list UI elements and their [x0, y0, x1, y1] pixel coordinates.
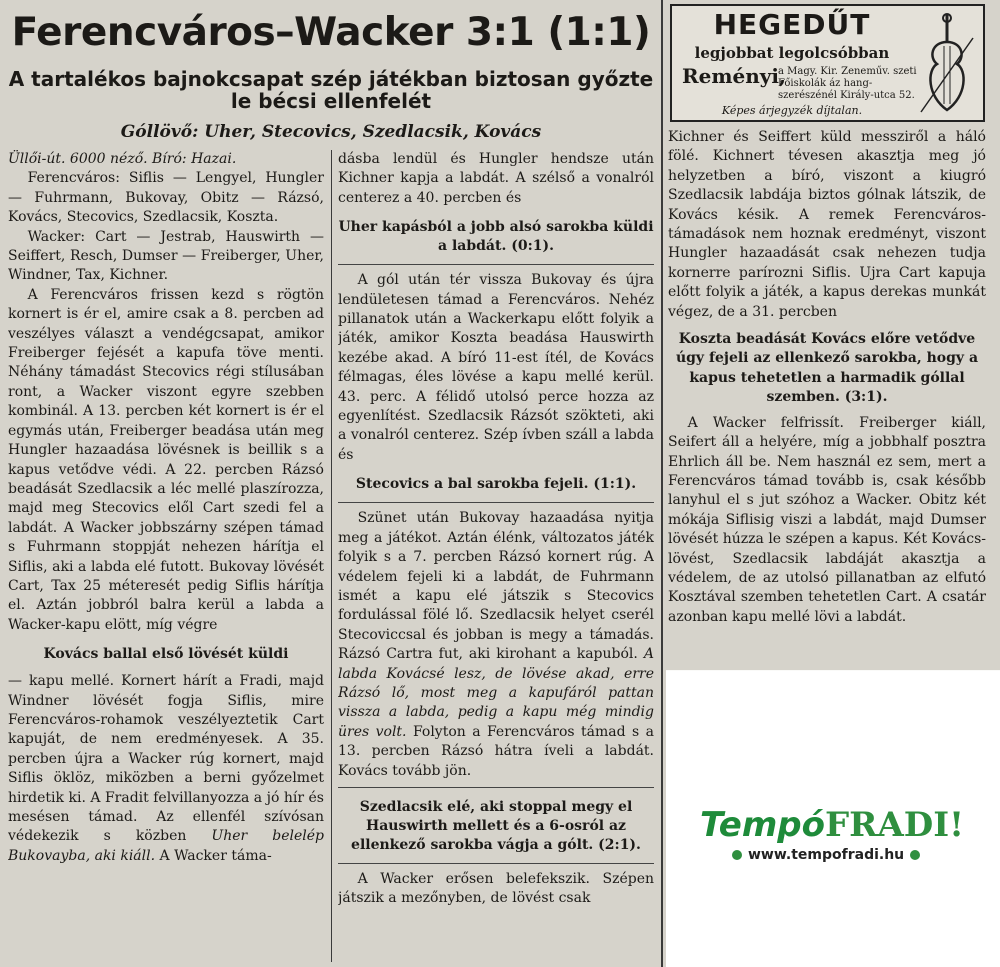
article-paragraph: Kichner és Seiffert küld messziről a háló fölé. Kichnert tévesen akasztja meg jó helyzetben a bíró, viszont a kiugró Szedlacsik labdája biztos gólnak látszik, de Kovács késik. A remek Ferencváros-támadások nem hoznak eredményt, viszont Hungler hazaadását csak nehezen tudja kornerre parírozni Siflis. Ujra Cart kapuja előtt folyik a játék, a kapus derekas munkát végez, de a 31. percben: [668, 129, 986, 320]
article-subheading: Koszta beadását Kovács előre vetődve úgy fejeli az ellenkező sarokba, hogy a kapus tehetetlen a harmadik góllal szemben. (3:1).: [675, 331, 979, 406]
divider: [338, 787, 654, 788]
paragraph-text: — kapu mellé. Kornert hárít a Fradi, majd Windner lövését fogja Siflis, mire Ferencváros-rohamok veszélyeztetik Cart kapuját, de nem eredményesek. A 35. percben újra a Wacker rúg kornert, majd Siflis öklöz, miközben a berni győzelmet hirdetik ki. A Fradit felvillanyozza a jó hír és mesésen támad. Az ellenfél szívósan védekezik s közben: [8, 673, 324, 845]
column-rule: [331, 150, 332, 962]
divider: [338, 264, 654, 265]
article-paragraph: A Wacker felfrissít. Freiberger kiáll, Seifert áll a helyére, míg a jobbhalf posztra Ehrlich áll be. Nem használ ez sem, mert a Ferencváros támad tovább is, csak később lanyhul el s jut szóhoz a Wacker. Obitz két mókája Siflisig viszi a labdát, majd Dumser lövését húzza le szépen a kapus. Két Kovács-lövést, Szedlacsik labdáját akasztja a védelem, de az utolsó pillanatban az elfutó Kosztával szemben tehetetlen Cart. A csatár azonban kapu mellé lövi a labdát.: [668, 414, 986, 625]
football-icon: [732, 850, 742, 860]
scorers-line: Góllövő: Uher, Stecovics, Szedlacsik, Kovács: [120, 122, 542, 142]
article-subheading: Uher kapásból a jobb alsó sarokba küldi a labdát. (0:1).: [338, 219, 654, 255]
paragraph-text: A Wacker táma-: [155, 847, 272, 864]
violin-advertisement: [670, 4, 985, 122]
logo-text-exclamation: !: [949, 805, 965, 845]
article-paragraph: A Wacker erősen belefekszik. Szépen játszik a mezőnyben, de lövést csak: [338, 870, 654, 907]
paragraph-italic-text: A labda Kovácsé lesz, de lövése akad, erre Rázsó lő, most meg a kapufáról pattan vissza a labda, pedig a kapu még mindig üres volt.: [338, 646, 654, 740]
ad-address: a Magy. Kir. Zeneműv. szeti Főiskolák áz hang- szerészénél Király-utca 52.: [778, 66, 917, 101]
article-paragraph: A gól után tér vissza Bukovay és újra lendületesen támad a Ferencváros. Nehéz pillanatok után a Wackerkapu előtt folyik a játék, amikor Koszta beadása Hauswirth kezébe akad. A bíró 11-est ítél, de Kovács félmagas, éles lövése a kapu mellé kerül. 43. perc. A félidő utolsó perce hozza az egyenlítést. Szedlacsik Rázsót szökteti, aki a vonalról centerez. Szép ívben száll a labda és: [338, 272, 654, 463]
logo-wordmark: [700, 805, 964, 845]
logo-text-tempo: Tempó: [700, 805, 825, 845]
article-paragraph: dásba lendül és Hungler hendsze után Kichner kapja a labdát. A szélső a vonalról centerez a 40. percben és: [338, 151, 654, 206]
violin-icon: [917, 12, 977, 116]
logo-url: [726, 847, 926, 863]
subheadline: A tartalékos bajnokcsapat szép játékban biztosan győzte le bécsi ellenfelét: [8, 67, 654, 113]
wacker-lineup: Wacker: Cart — Jestrab, Hauswirth — Seiffert, Resch, Dumser — Freiberger, Uher, Windner, Tax, Kichner.: [8, 228, 324, 284]
article-paragraph: [8, 672, 324, 866]
divider: [338, 502, 654, 503]
football-icon: [910, 850, 920, 860]
paragraph-text: Szünet után Bukovay hazaadása nyitja meg a játékot. Aztán élénk, változatos játék folyik s a 7. percben Rázsó kornert rúg. A védelem fejeli ki a labdát, de Fuhrmann ismét a kapu elé játszik s Stecovics fordulással fölé lő. Szedlacsik helyet cserél Stecoviccsal és jobban is megy a támadás. Rázsó Cartra fut, aki kirohant a kapuból.: [338, 510, 654, 663]
ad-title: HEGEDŰT: [713, 8, 871, 41]
article-subheading: Szedlacsik elé, aki stoppal megy el Hauswirth mellett és a 6-osról az ellenkező sarokba vágja a gólt. (2:1).: [351, 798, 641, 853]
headline: Ferencváros–Wacker 3:1 (1:1): [11, 10, 651, 55]
logo-text-fradi: FRADI: [825, 805, 950, 845]
article-column-2: [338, 150, 654, 962]
ad-slogan: legjobbat legolcsóbban: [694, 44, 890, 62]
paragraph-text: Folyton a Ferencváros támad s a 13. percben Rázsó hátra íveli a labdát. Kovács tovább jön.: [338, 723, 654, 779]
article-column-1: [8, 150, 324, 962]
logo-url-text: www.tempofradi.hu: [748, 847, 905, 863]
article-paragraph: [338, 509, 654, 781]
paragraph-italic-text: Uher belelép Bukovayba, aki kiáll.: [8, 828, 324, 864]
article-column-3: [668, 128, 986, 627]
column-rule: [661, 0, 663, 967]
ad-catalog-note: Képes árjegyzék díjtalan.: [721, 104, 863, 117]
article-subheading: Stecovics a bal sarokba fejeli. (1:1).: [355, 476, 637, 493]
ferencvaros-lineup: Ferencváros: Siflis — Lengyel, Hungler — Fuhrmann, Bukovay, Obitz — Rázsó, Kovács, Stecovics, Szedlacsik, Koszta.: [8, 170, 324, 226]
article-paragraph: A Ferencváros frissen kezd s rögtön kornert is ér el, amire csak a 8. percben ad veszélyes választ a vendégcsapat, amikor Freiberger fejését a kapufa töve menti. Néhány támadást Stecovics régi stílusában ront, a Wacker viszont egyre szebben kombinál. A 13. percben két kornert is ér el egymás után, Freiberger beadása után meg Hungler hazaadása lövésnek is beillik s a kapus vetődve védi. A 22. percben Rázsó beadását Szedlacsik a léc mellé plaszírozza, majd meg Stecovics elől Cart szedi fel a labdát. A Wacker jobbszárny szépen támad s Fuhrmann stoppját nehezen hárítja el Siflis, aki a labda elé futott. Bukovay lövését Cart, Tax 25 méteresét pedig Siflis hárítja el. Aztán jobbról balra kerül a labda a Wacker-kapu elött, míg végre: [8, 286, 324, 633]
tempofradi-logo: [700, 805, 980, 875]
match-intro: Üllői-út. 6000 néző. Bíró: Hazai.: [8, 151, 237, 167]
article-subheading: Kovács ballal első lövését küldi: [43, 646, 289, 663]
divider: [338, 863, 654, 864]
ad-shop-name: Reményi,: [682, 64, 786, 88]
